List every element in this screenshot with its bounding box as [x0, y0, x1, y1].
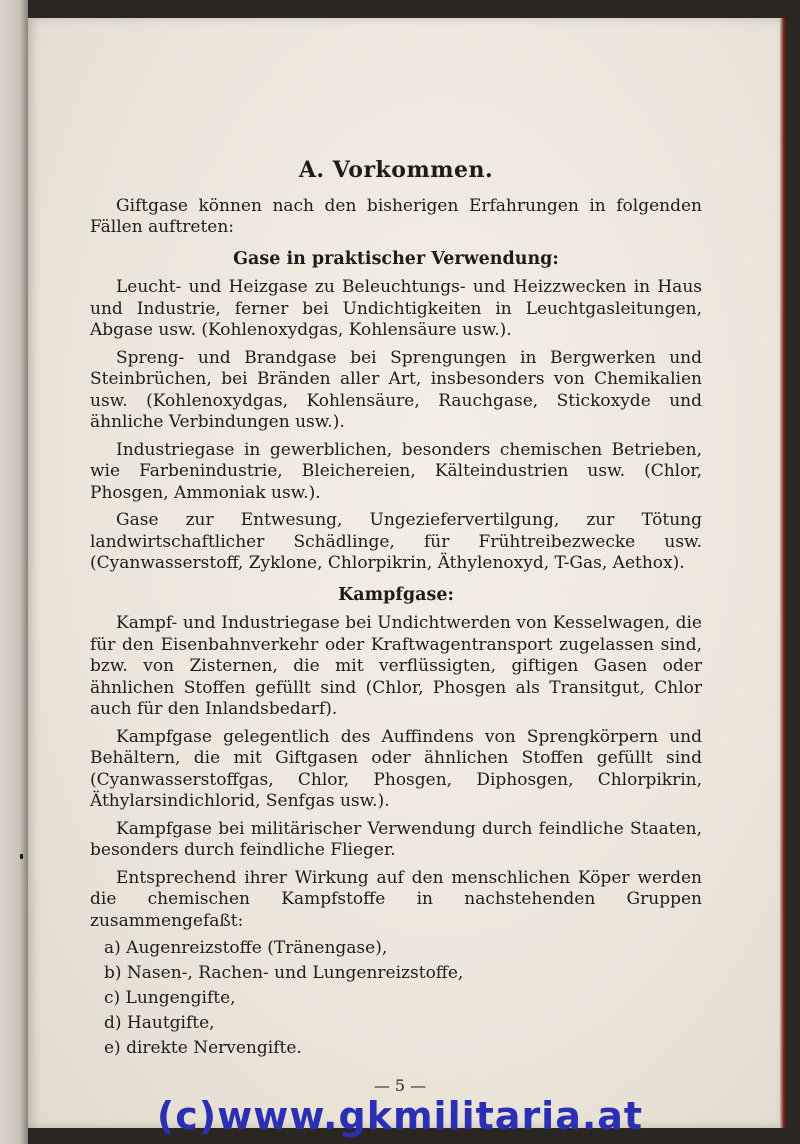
intro-paragraph: Giftgase können nach den bisherigen Erfahrungen in folgenden Fällen auftreten: — [90, 195, 702, 237]
paragraph: Leucht- und Heizgase zu Beleuchtungs- und Heizzwecken in Haus und Industrie, ferner bei Undichtigkeiten in Leuchtgasleitungen, Abgase usw. (Kohlenoxydgas, Kohlensäure usw.). — [90, 277, 702, 340]
page-content — [90, 157, 702, 1063]
list-item: c) Lungengifte, — [104, 988, 236, 1008]
page-mark — [20, 854, 23, 859]
paragraph: Kampfgase gelegentlich des Auffindens von Sprengkörpern und Behältern, die mit Giftgasen oder ähnlichen Stoffen gefüllt sind (Cyanwasserstoffgas, Chlor, Phosgen, Diphosgen, Chlorpikrin, Äthylarsindichlorid, Senfgas usw.). — [90, 726, 702, 811]
previous-page-edge — [0, 0, 28, 1144]
agent-groups-list — [90, 938, 702, 1060]
section-heading: A. Vorkommen. — [298, 157, 494, 183]
list-item: d) Hautgifte, — [104, 1013, 215, 1033]
page-number: — 5 — — [373, 1076, 427, 1095]
paragraph: Entsprechend ihrer Wirkung auf den menschlichen Köper werden die chemischen Kampfstoffe in nachstehenden Gruppen zusammengefaßt: — [90, 867, 702, 931]
subheading-combat-gases: Kampfgase: — [338, 584, 454, 605]
list-item: a) Augenreizstoffe (Tränengase), — [104, 938, 388, 958]
paragraph: Kampfgase bei militärischer Verwendung durch feindliche Staaten, besonders durch feindliche Flieger. — [90, 818, 702, 860]
subheading-practical-gases: Gase in praktischer Verwendung: — [233, 248, 559, 269]
list-item: b) Nasen-, Rachen- und Lungenreizstoffe, — [104, 963, 464, 983]
book-cover-edge — [780, 18, 786, 1128]
paragraph: Kampf- und Industriegase bei Undichtwerden von Kesselwagen, die für den Eisenbahnverkehr oder Kraftwagentransport zugelassen sind, bzw. von Zisternen, die mit verflüssigten, giftigen Gasen oder ähnlichen Stoffen gefüllt sind (Chlor, Phosgen als Transitgut, Chlor auch für den Inlandsbedarf). — [90, 613, 702, 719]
watermark: (c)www.gkmilitaria.at — [156, 1094, 644, 1138]
list-item: e) direkte Nervengifte. — [104, 1038, 302, 1058]
paragraph: Gase zur Entwesung, Ungeziefervertilgung, zur Tötung landwirtschaftlicher Schädlinge, für Frühtreibezwecke usw. (Cyanwasserstoff, Zyklone, Chlorpikrin, Äthylenoxyd, T-Gas, Aethox). — [90, 510, 702, 573]
paragraph: Industriegase in gewerblichen, besonders chemischen Betrieben, wie Farbenindustrie, Bleichereien, Kälteindustrien usw. (Chlor, Phosgen, Ammoniak usw.). — [90, 439, 702, 503]
paragraph: Spreng- und Brandgase bei Sprengungen in Bergwerken und Steinbrüchen, bei Bränden aller Art, insbesonders von Chemikalien usw. (Kohlenoxydgas, Kohlensäure, Rauchgase, Stickoxyde und ähnliche Verbindungen usw.). — [90, 347, 702, 432]
